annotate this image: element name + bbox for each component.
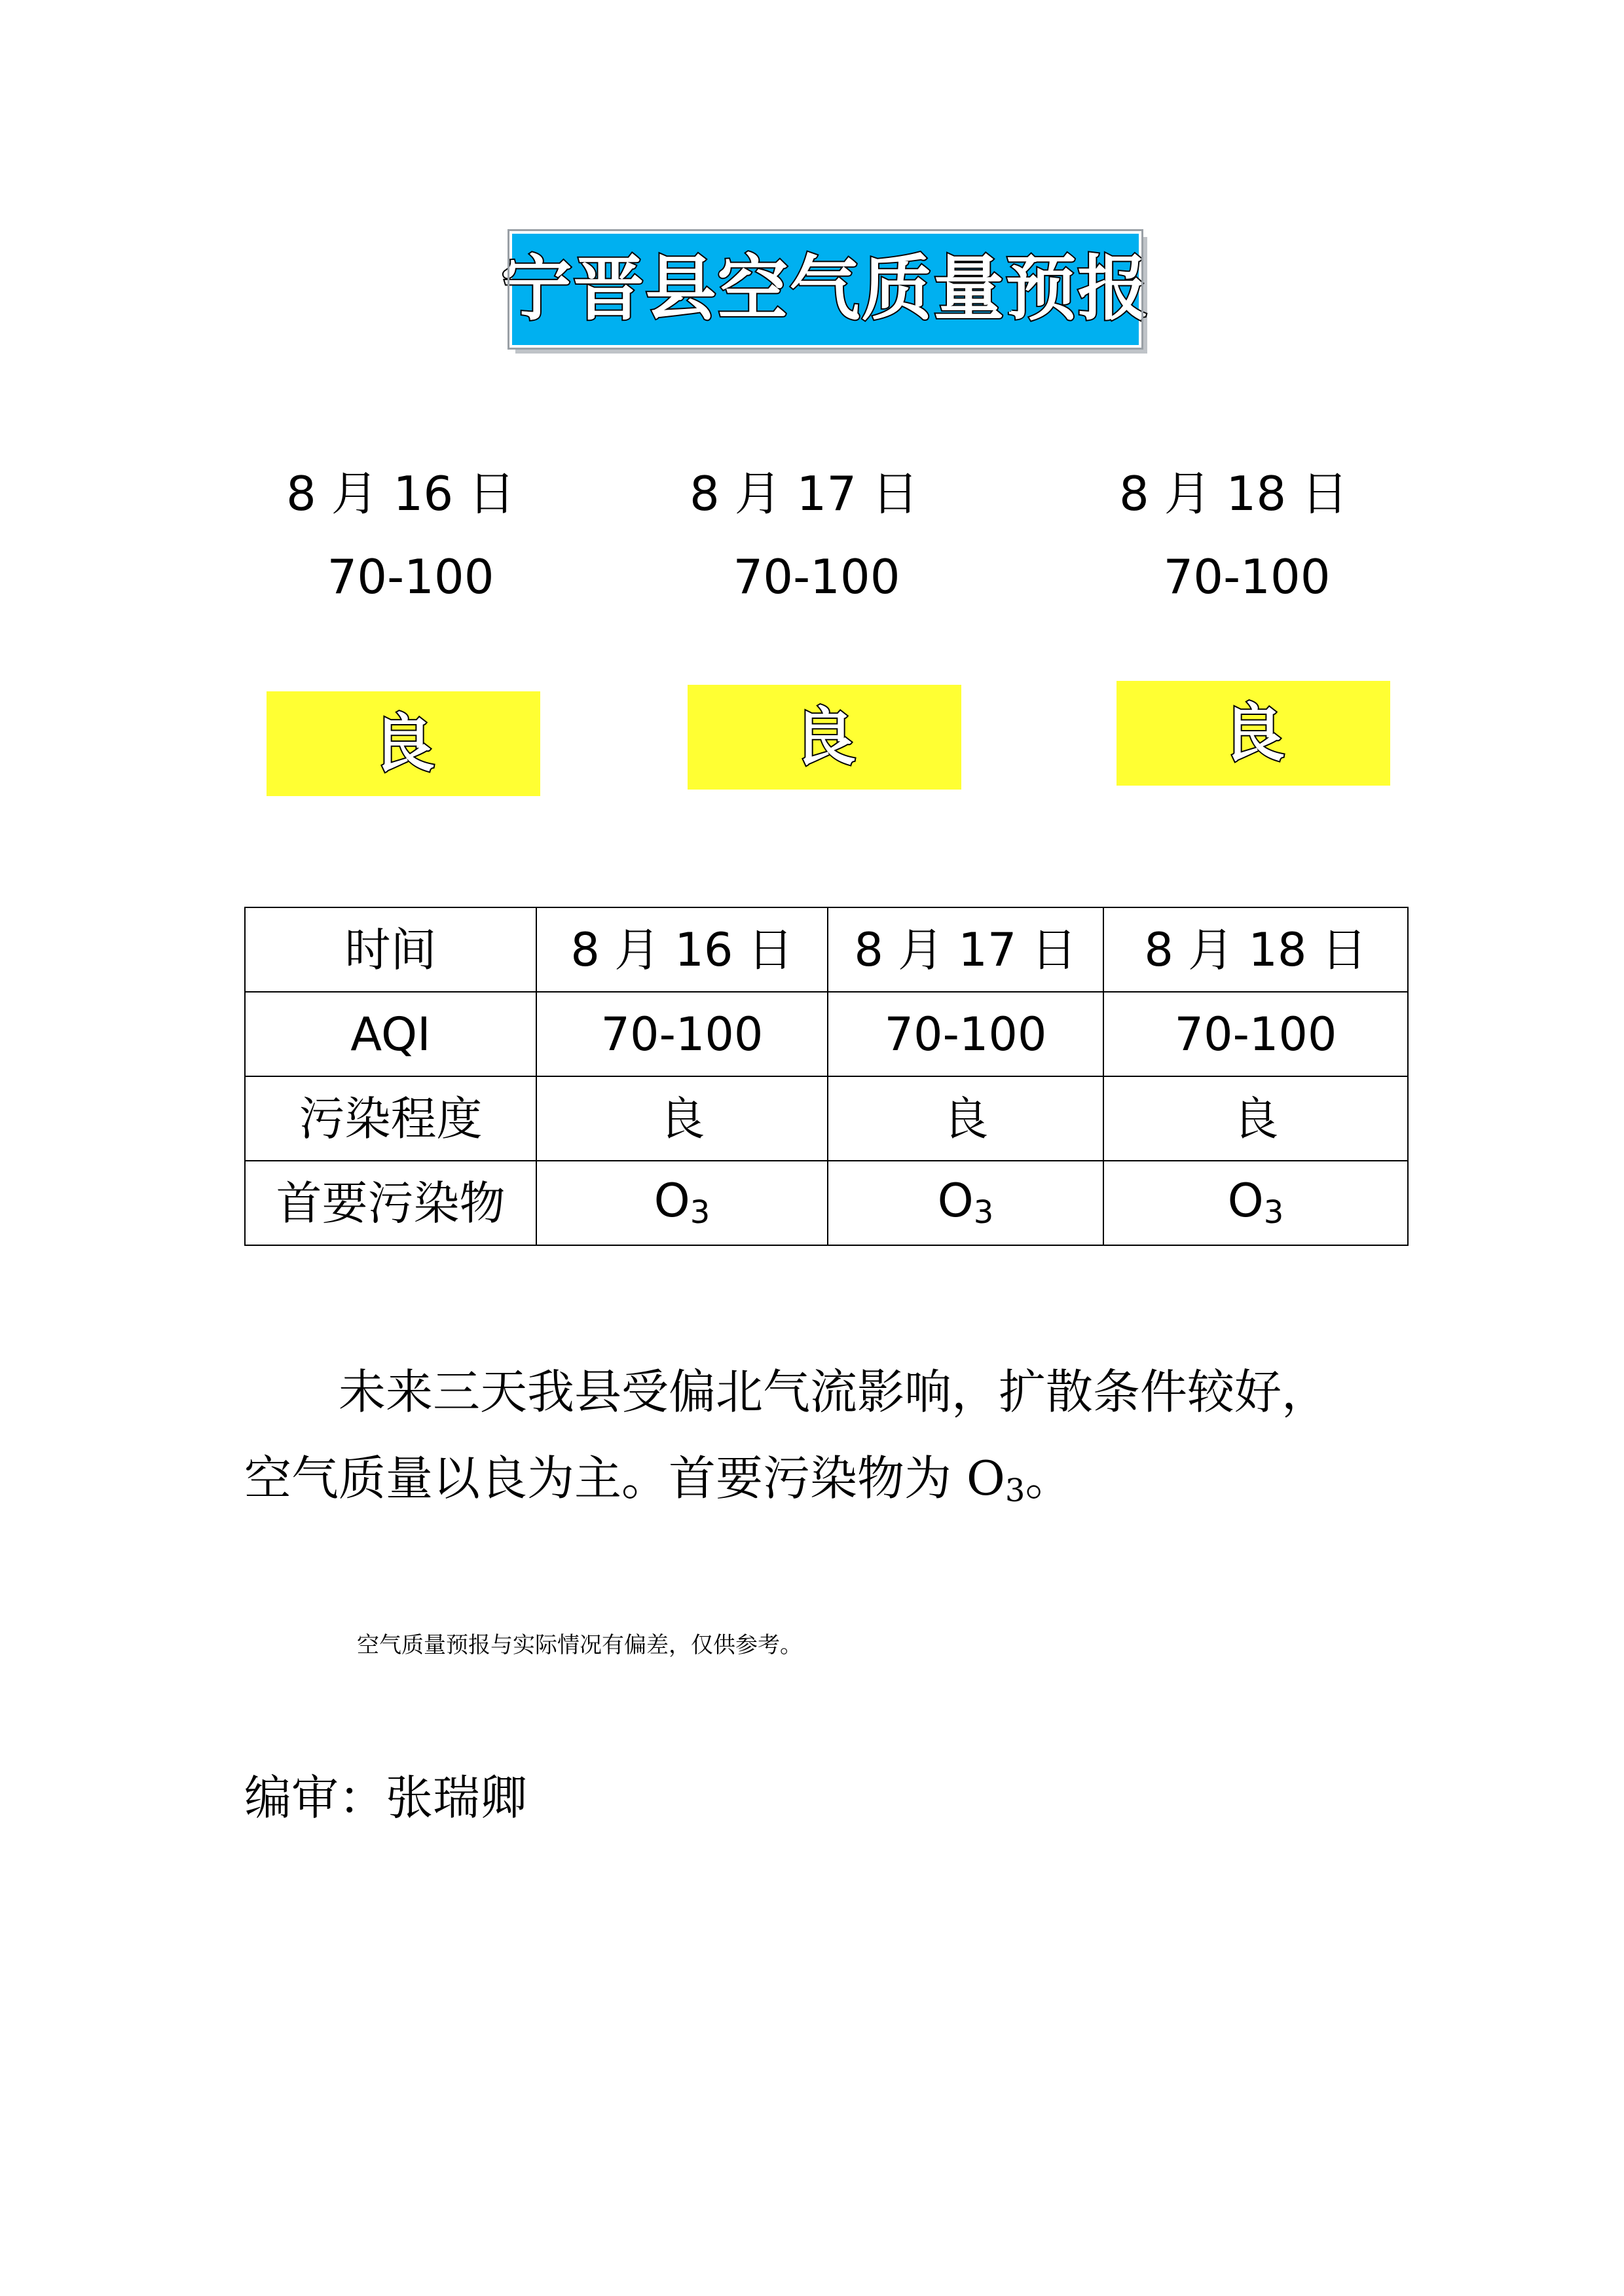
level-badge-text-3: 良	[1222, 697, 1285, 770]
table-cell: 70-100	[1103, 992, 1408, 1076]
summary-line-2-end: 。	[1025, 1451, 1073, 1506]
level-badge-3	[1116, 681, 1390, 786]
day-aqi-1: 70-100	[327, 549, 494, 604]
day-date-3: 8 月 18 日	[1118, 466, 1349, 521]
day-aqi-2: 70-100	[733, 549, 900, 604]
table-row-label: 污染程度	[245, 1076, 536, 1161]
summary-line-2-text: 空气质量以良为主。首要污染物为 O	[244, 1451, 1005, 1506]
pollutant-symbol: O	[654, 1174, 690, 1228]
summary-paragraph	[244, 1349, 1410, 1534]
table-row-primary-pollutant	[245, 1161, 1408, 1245]
day-aqi-3: 70-100	[1163, 549, 1331, 604]
level-badge-text-2: 良	[793, 701, 856, 774]
editor-credit: 编审：张瑞卿	[244, 1770, 528, 1825]
level-badge-1	[267, 691, 540, 796]
table-row-time	[245, 907, 1408, 992]
level-badge-text-1: 良	[372, 707, 435, 780]
summary-line-2	[244, 1435, 1410, 1534]
table-row-label: 时间	[245, 907, 536, 992]
day-date-1: 8 月 16 日	[286, 466, 516, 521]
level-badge-2	[688, 685, 961, 790]
table-cell	[536, 1161, 828, 1245]
table-cell: 8 月 17 日	[828, 907, 1103, 992]
summary-line-1: 未来三天我县受偏北气流影响，扩散条件较好，	[339, 1364, 1329, 1419]
table-cell: 8 月 18 日	[1103, 907, 1408, 992]
forecast-table	[244, 907, 1409, 1246]
page-title: 宁晋县空气质量预报	[501, 248, 1150, 330]
pollutant-subscript: 3	[973, 1194, 994, 1231]
summary-subscript: 3	[1005, 1472, 1025, 1509]
table-cell	[828, 1161, 1103, 1245]
table-row-label: AQI	[245, 992, 536, 1076]
table-cell: 良	[828, 1076, 1103, 1161]
pollutant-subscript: 3	[690, 1194, 710, 1231]
table-row-label: 首要污染物	[245, 1161, 536, 1245]
table-cell	[1103, 1161, 1408, 1245]
title-banner	[501, 231, 1150, 348]
pollutant-subscript: 3	[1263, 1194, 1284, 1231]
pollutant-symbol: O	[1227, 1174, 1264, 1228]
table-cell: 8 月 16 日	[536, 907, 828, 992]
table-row-pollution-level	[245, 1076, 1408, 1161]
disclaimer-note: 空气质量预报与实际情况有偏差，仅供参考。	[357, 1632, 802, 1658]
pollutant-symbol: O	[937, 1174, 974, 1228]
table-row-aqi	[245, 992, 1408, 1076]
day-date-2: 8 月 17 日	[689, 466, 919, 521]
table-cell: 良	[1103, 1076, 1408, 1161]
table-cell: 良	[536, 1076, 828, 1161]
table-cell: 70-100	[536, 992, 828, 1076]
table-cell: 70-100	[828, 992, 1103, 1076]
